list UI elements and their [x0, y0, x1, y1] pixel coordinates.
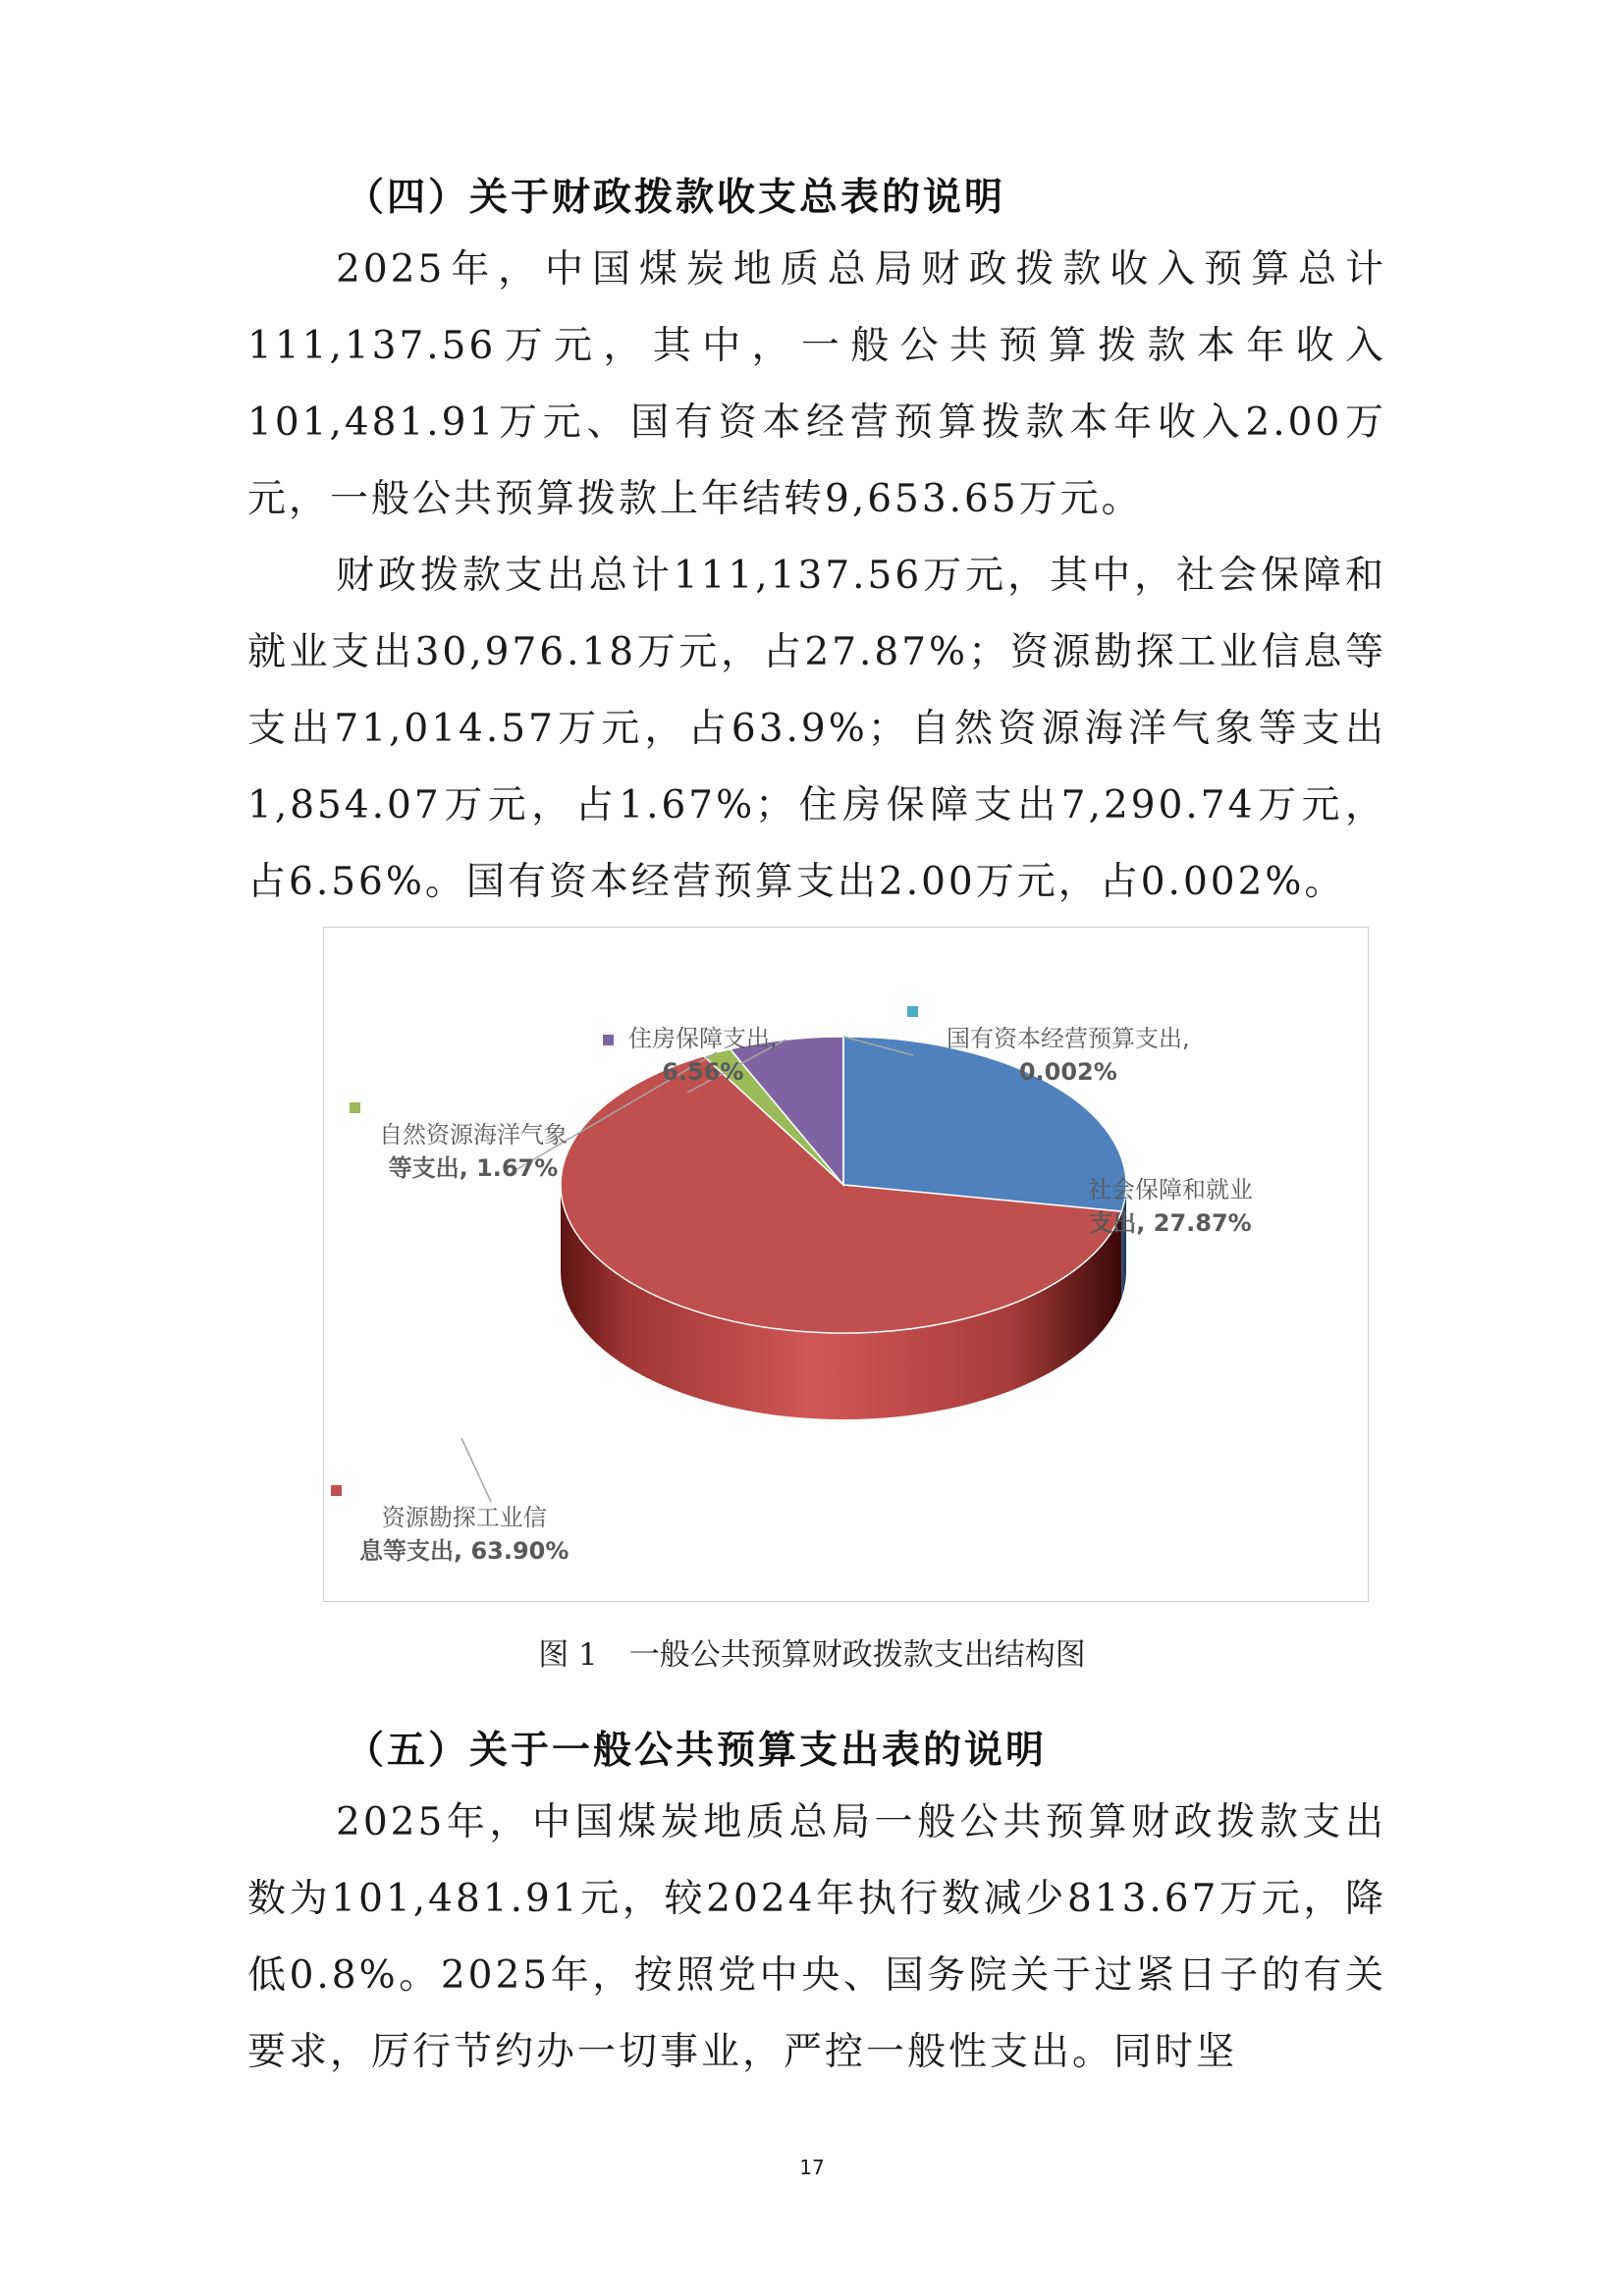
label-social: 社会保障和就业 支出, 27.87% [1088, 1176, 1253, 1237]
figure-number: 图 1 [538, 1637, 598, 1673]
legend-marker-nature [350, 1102, 360, 1113]
section-5-paragraph-1: 2025年，中国煤炭地质总局一般公共预算财政拨款支出数为101,481.91元，较2024年执行数减少813.67万元，降低0.8%。2025年，按照党中央、国务院关于过紧日子的有关要求，厉行节约办一切事业，严控一般性支出。同时坚 [247, 1800, 1386, 2074]
section-4-paragraph-2: 财政拨款支出总计111,137.56万元，其中，社会保障和就业支出30,976.18万元，占27.87%；资源勘探工业信息等支出71,014.57万元，占63.9%；自然资源海洋气象等支出1,854.07万元，占1.67%；住房保障支出7,290.74万元，占6.56%。国有资本经营预算支出2.00万元，占0.002%。 [247, 554, 1386, 904]
label-nature: 自然资源海洋气象 等支出, 1.67% [379, 1121, 568, 1182]
legend-marker-housing [603, 1035, 614, 1045]
section-4-paragraph-1: 2025年，中国煤炭地质总局财政拨款收入预算总计111,137.56万元，其中，一般公共预算拨款本年收入101,481.91万元、国有资本经营预算拨款本年收入2.00万元，一般公共预算拨款上年结转9,653.65万元。 [247, 247, 1386, 521]
figure-title: 一般公共预算财政拨款支出结构图 [628, 1637, 1086, 1673]
legend-marker-state-capital [907, 1006, 918, 1017]
pie-chart [323, 927, 1369, 1602]
label-housing: 住房保障支出, 6.56% [628, 1025, 778, 1086]
leader-line-resource [461, 1438, 491, 1502]
legend-marker-resource [331, 1485, 342, 1496]
section-5-heading: （五）关于一般公共预算支出表的说明 [346, 1729, 1048, 1773]
label-state-capital: 国有资本经营预算支出, 0.002% [947, 1025, 1190, 1086]
section-4-heading: （四）关于财政拨款收支总表的说明 [346, 176, 1006, 220]
page-number: 17 [799, 2156, 825, 2179]
legend-marker-social [1062, 1185, 1073, 1196]
label-resource: 资源勘探工业信 息等支出, 63.90% [359, 1504, 569, 1565]
figure-caption [0, 1629, 1624, 1674]
